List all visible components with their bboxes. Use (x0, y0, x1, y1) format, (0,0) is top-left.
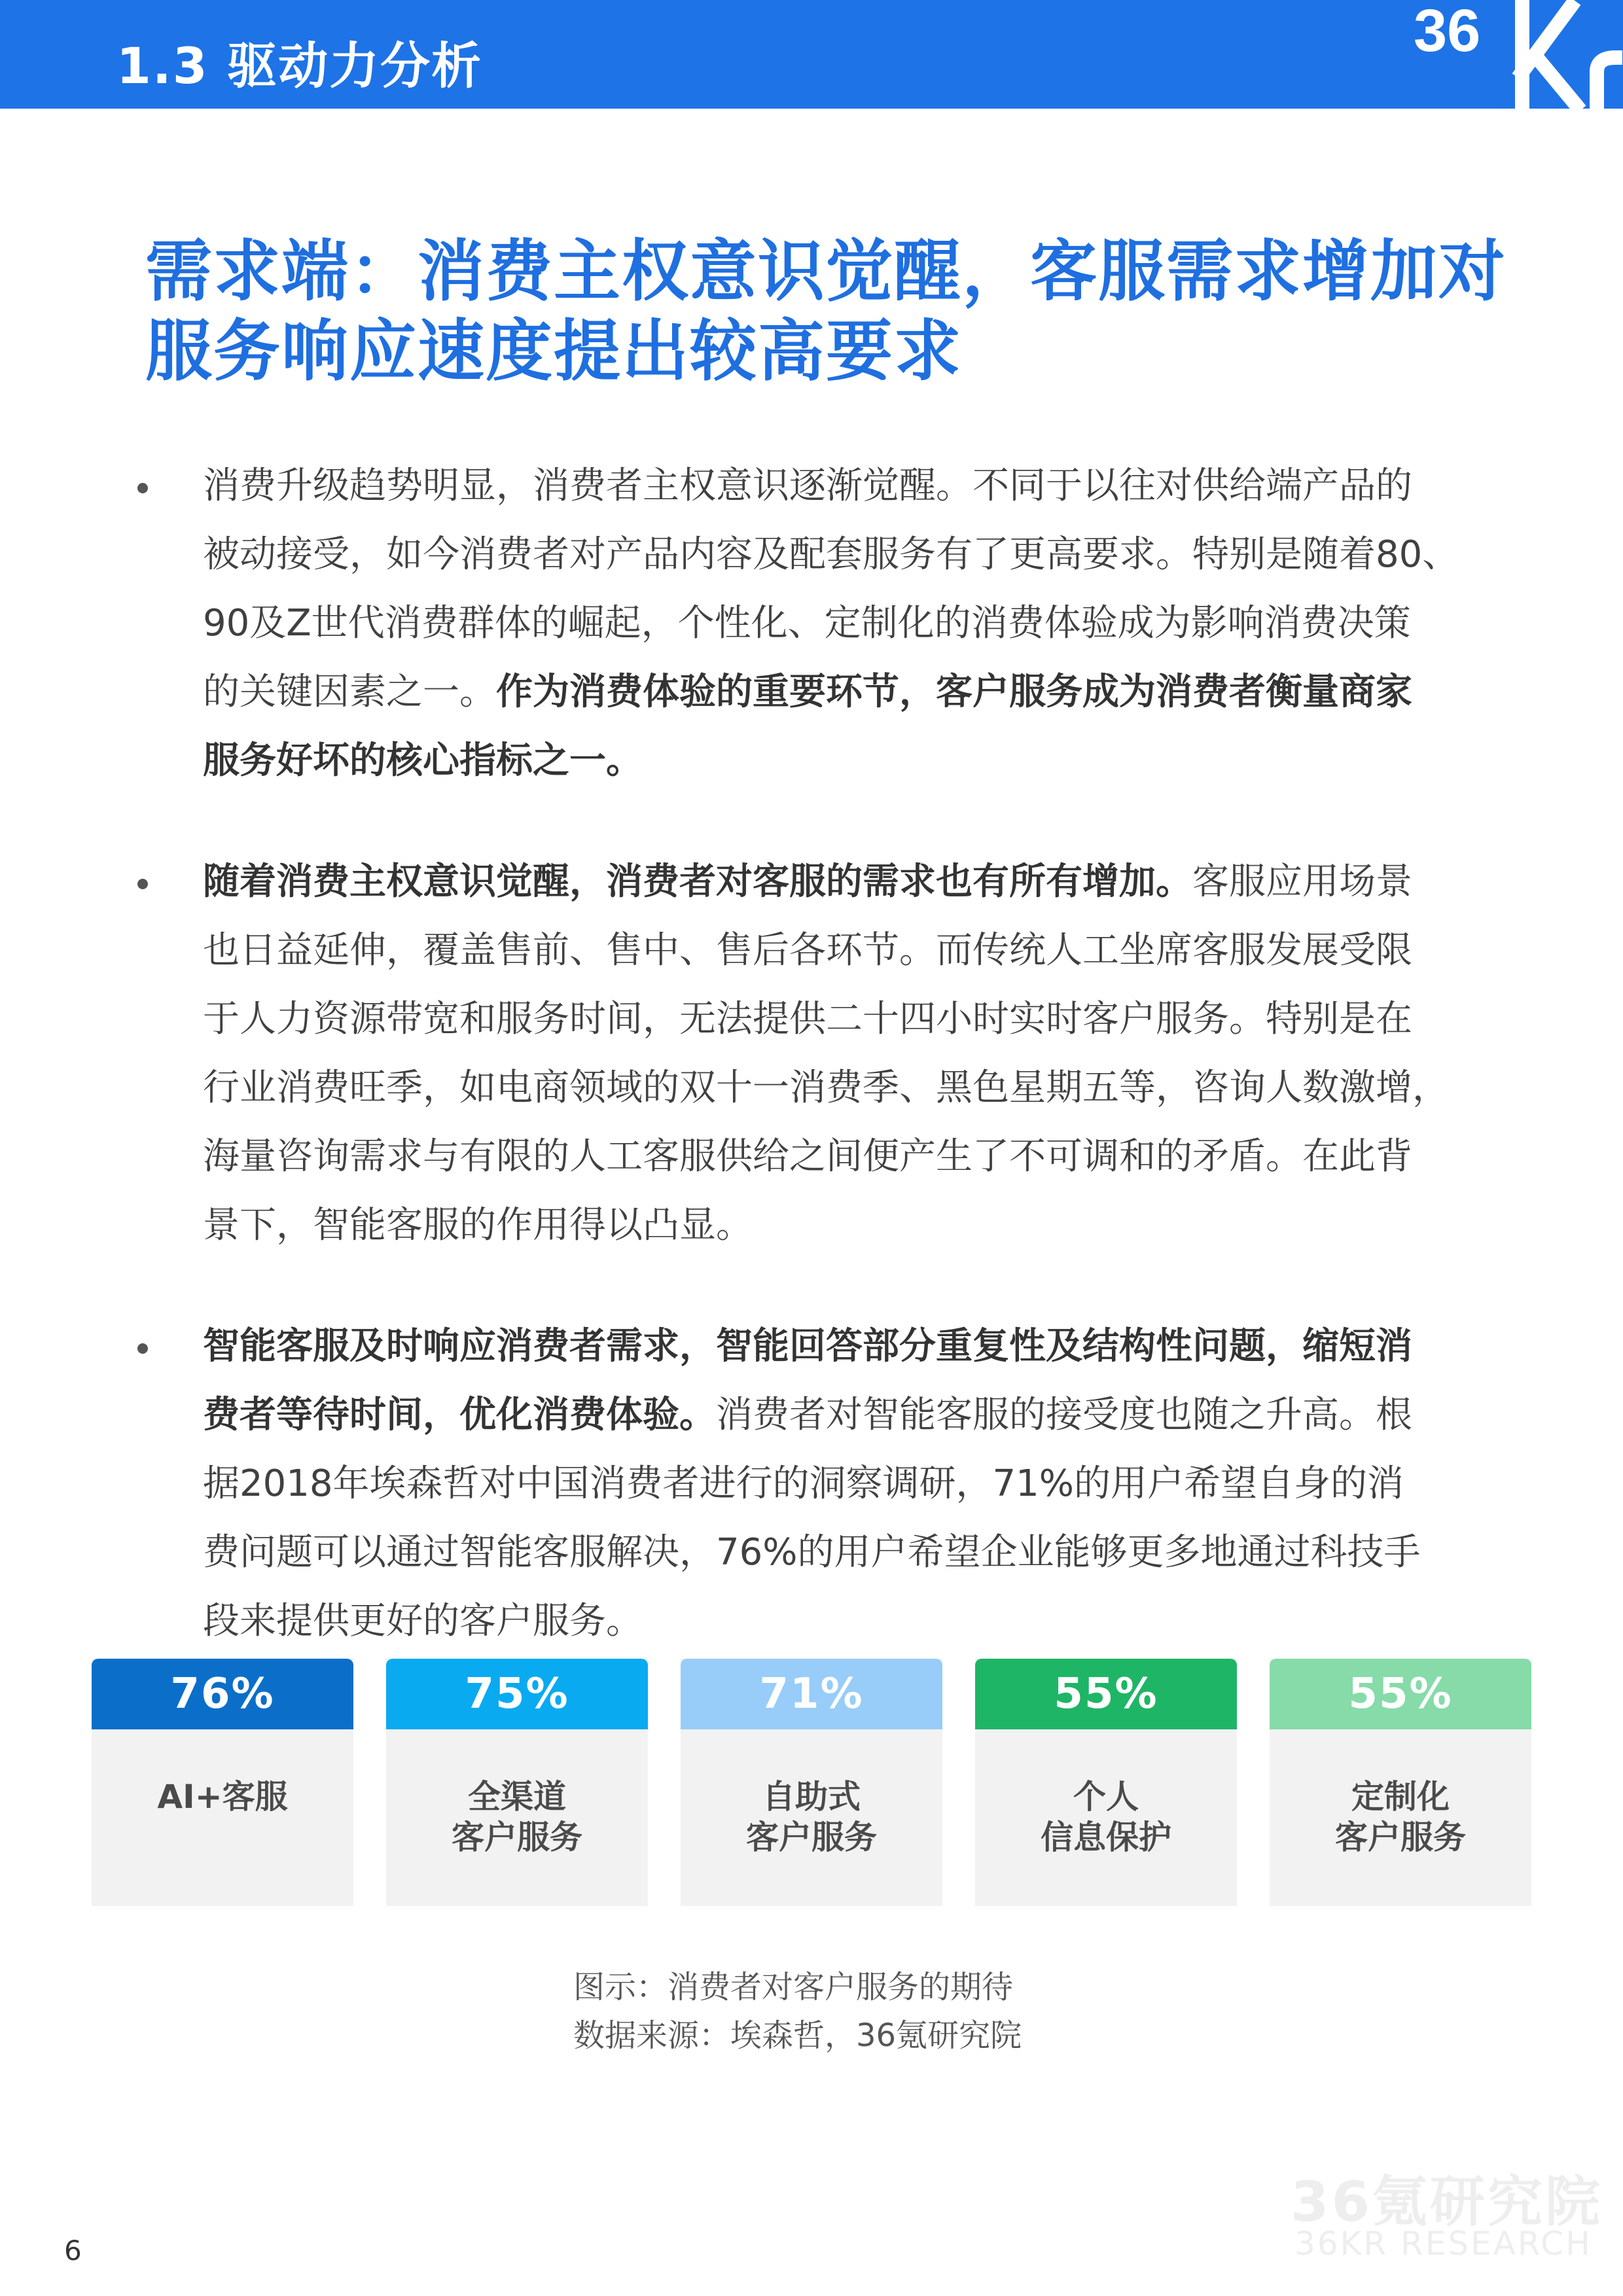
figure-caption (573, 1963, 1022, 2060)
watermark-cn: 36氪研究院 (1291, 2170, 1603, 2234)
text-span: 被动接受，如今消费者对产品内容及配套服务有了更高要求。特别是随着80、 (203, 533, 1459, 576)
stats-cards (92, 1659, 1531, 1907)
bullet-item (137, 451, 1512, 795)
bullet-dot-icon (137, 483, 148, 493)
bold-text: 服务好坏的核心指标之一。 (203, 739, 643, 782)
paragraph-line (203, 451, 1512, 520)
stat-body (1270, 1729, 1531, 1906)
stat-body (386, 1729, 648, 1906)
caption-figure: 图示：消费者对客户服务的期待 (573, 1969, 1014, 2005)
stat-card (386, 1659, 648, 1906)
paragraph-line (203, 847, 1512, 916)
text-span: 90及Z世代消费群体的崛起，个性化、定制化的消费体验成为影响消费决策 (203, 602, 1411, 645)
paragraph-line (203, 916, 1512, 985)
headline (145, 232, 1520, 392)
svg-text:36: 36 (1414, 0, 1481, 64)
stat-card (92, 1659, 353, 1906)
text-span: 的关键因素之一。 (203, 671, 496, 713)
text-span: 据2018年埃森哲对中国消费者进行的洞察调研，71%的用户希望自身的消 (203, 1462, 1404, 1505)
stat-label: 全渠道 (468, 1778, 566, 1816)
paragraph-line (203, 520, 1512, 589)
headline-line-2: 服务响应速度提出较高要求 (145, 313, 962, 391)
paragraph-line (203, 726, 1512, 795)
bullet-dot-icon (137, 1343, 148, 1354)
text-span: 费问题可以通过智能客服解决，76%的用户希望企业能够更多地通过科技手 (203, 1531, 1421, 1574)
stat-label: AI+客服 (157, 1778, 288, 1816)
text-span: 于人力资源带宽和服务时间，无法提供二十四小时实时客户服务。特别是在 (203, 998, 1412, 1040)
paragraph-line (203, 1053, 1512, 1122)
text-span: 段来提供更好的客户服务。 (203, 1600, 643, 1642)
paragraph-line (203, 1191, 1512, 1260)
watermark-en: 36KR RESEARCH (1294, 2225, 1592, 2263)
stat-value: 55% (975, 1659, 1237, 1729)
stat-label: 自助式 (762, 1778, 861, 1816)
stat-label: 个人 (1073, 1778, 1139, 1816)
36kr-logo (1407, 0, 1623, 109)
text-span: 消费升级趋势明显，消费者主权意识逐渐觉醒。不同于以往对供给端产品的 (203, 465, 1412, 507)
text-span: 行业消费旺季，如电商领域的双十一消费季、黑色星期五等，咨询人数激增， (203, 1067, 1449, 1109)
text-span: 景下，智能客服的作用得以凸显。 (203, 1204, 753, 1246)
paragraph-line (203, 1518, 1512, 1587)
stat-body (681, 1729, 942, 1906)
stat-card (975, 1659, 1237, 1906)
stat-label: 客户服务 (1335, 1818, 1466, 1856)
stat-value: 55% (1270, 1659, 1531, 1729)
stat-label: 信息保护 (1041, 1818, 1171, 1856)
paragraph-line (203, 589, 1512, 658)
stat-label: 定制化 (1351, 1778, 1450, 1816)
stat-value: 71% (681, 1659, 942, 1729)
stat-label: 客户服务 (746, 1818, 877, 1856)
paragraph-line (203, 985, 1512, 1053)
bold-text: 作为消费体验的重要环节，客户服务成为消费者衡量商家 (496, 671, 1412, 713)
stat-card (681, 1659, 942, 1906)
paragraph-line (203, 1449, 1512, 1518)
stat-card (1270, 1659, 1531, 1906)
text-span: 客服应用场景 (1192, 860, 1412, 903)
stat-value: 76% (92, 1659, 353, 1729)
text-span: 消费者对智能客服的接受度也随之升高。根 (716, 1394, 1412, 1436)
text-span: 也日益延伸，覆盖售前、售中、售后各环节。而传统人工坐席客服发展受限 (203, 929, 1412, 972)
paragraph-line (203, 1312, 1512, 1381)
paragraph-line (203, 1587, 1512, 1655)
paragraph-line (203, 1122, 1512, 1191)
header-bar (0, 0, 1623, 109)
bold-text: 费者等待时间，优化消费体验。 (203, 1394, 716, 1436)
stat-value: 75% (386, 1659, 648, 1729)
text-span: 海量咨询需求与有限的人工客服供给之间便产生了不可调和的矛盾。在此背 (203, 1135, 1412, 1178)
paragraph-line (203, 1381, 1512, 1449)
paragraph-line (203, 658, 1512, 726)
bold-text: 智能客服及时响应消费者需求，智能回答部分重复性及结构性问题，缩短消 (203, 1325, 1412, 1368)
bullet-item (137, 847, 1512, 1260)
bullet-item (137, 1312, 1512, 1655)
stat-body (975, 1729, 1237, 1906)
section-title: 1.3 驱动力分析 (116, 37, 483, 95)
bullet-list (137, 451, 1512, 1708)
page-number: 6 (64, 2234, 82, 2267)
bold-text: 随着消费主权意识觉醒，消费者对客服的需求也有所有增加。 (203, 860, 1192, 903)
caption-source: 数据来源：埃森哲，36氪研究院 (573, 2017, 1022, 2054)
stat-body (92, 1729, 353, 1906)
bullet-dot-icon (137, 879, 148, 889)
headline-line-1: 需求端：消费主权意识觉醒，客服需求增加对 (145, 233, 1507, 311)
stat-label: 客户服务 (452, 1818, 582, 1856)
